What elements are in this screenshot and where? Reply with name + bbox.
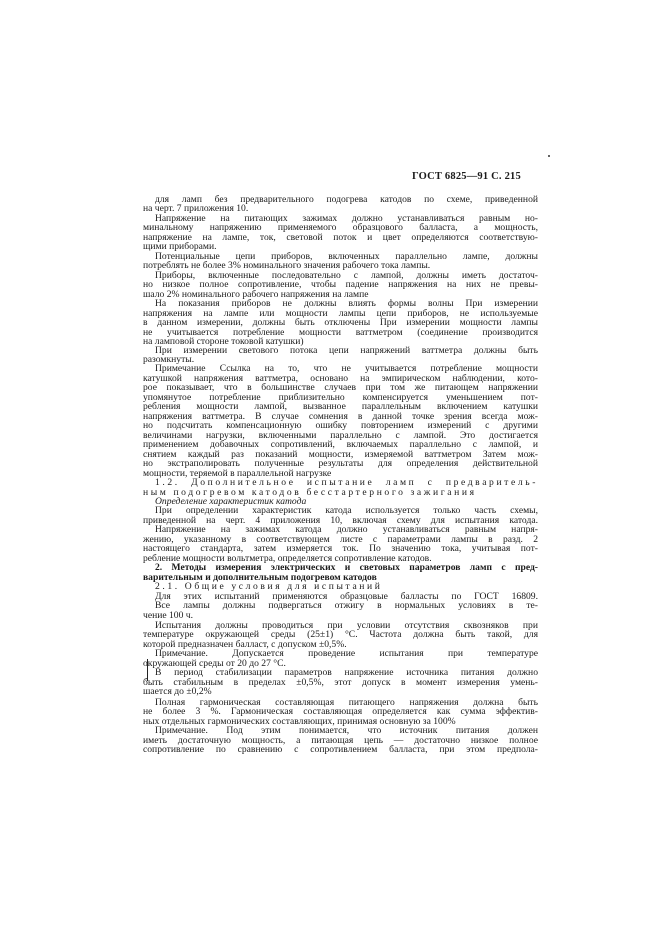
text-line: 2.1. Общие условия для испытаний [155,581,383,593]
text-line: для ламп без предварительного подогрева катодов по схеме, приведенной [155,194,538,205]
text-line: Все лампы должны подвергаться отжигу в нормальных условиях в те- [155,600,538,612]
text-line: потреблять не более 3% номинального значения рабочего тока лампы. [143,260,431,272]
text-line: на ламповой стороне токовой катушки) [143,335,304,347]
text-line: напряжения ваттметра. В случае сомнения в данной точке зрения всегда мож- [143,410,538,422]
text-line: рое показывает, что в большинстве случаев при том же питающем напряжении [143,382,538,394]
text-line: напряжение на лампе, ток, световой поток и цвет определяются соответствую- [143,231,538,243]
text-line: Испытания должны проводиться при условии отсутствия сквозняков при [155,619,538,631]
text-line: но экстраполировать полученные результаты для определения действительной [143,458,538,470]
text-line: но низкое полное сопротивление, чтобы падение напряжения на них не превы- [143,279,538,291]
text-line: шало 2% номинального рабочего напряжения на лампе [143,288,369,300]
text-line: ных отдельных гармонических составляющих, принимая основную за 100% [143,715,456,727]
text-line: величинами нагрузки, включенными параллельно с лампой. Это достигается [143,429,538,441]
text-line: ным подогревом катодов бесстартерного зажигания [143,486,477,498]
text-line: ребление мощности вольтметра, определяется сопротивление катодов. [143,552,432,564]
text-line: При определении характеристик катода используется только часть схемы, [155,505,538,517]
text-line: 2. Методы измерения электрических и световых параметров ламп с пред- [155,562,538,574]
text-line: в данном измерении, должны быть отключены При измерении мощности лампы [143,317,538,329]
text-line: Напряжение на питающих зажимах должно устанавливаться равным но- [155,212,538,224]
text-line: сопротивление по сравнению с сопротивлением балласта, при этом предпола- [143,744,538,755]
text-line: На показания приборов не должны влиять формы волны При измерении [155,298,538,310]
text-line: жению, указанному в соответствующем листе с параметрами лампы в разд. 2 [143,533,538,545]
scan-speck [548,155,550,157]
text-line: 1.2. Дополнительное испытание ламп с предваритель- [155,477,538,489]
text-line: ребления мощности лампой, вызванное параллельным включением катушки [143,401,538,413]
text-line: температуре окружающей среды (25±1) °С. Частота должна быть такой, для [143,629,538,641]
text-line: шается до ±0,2% [143,686,212,698]
text-line: варительным и дополнительным подогревом катодов [143,571,377,583]
text-line: напряжения на лампе или мощности лампы цепи приборов, не используемые [143,307,538,319]
text-line: приведенной на черт. 4 приложения 10, включая схему для испытания катода. [143,514,538,526]
text-line: не более 3 %. Гармоническая составляющая определяется как сумма эффектив- [143,706,538,718]
text-line: Определение характеристик катода [155,495,307,507]
text-line: настоящего стандарта, затем измеряется ток. По значению тока, учитывая пот- [143,543,538,555]
text-line: на черт. 7 приложения 10. [143,203,249,215]
text-line: катушкой напряжения ваттметра, основано на эмпирическом наблюдении, кото- [143,372,538,384]
text-line: снятием каждый раз показаний мощности, измеряемой ваттметром Затем мож- [143,448,538,460]
text-line: Напряжение на зажимах катода должно устанавливаться равным напря- [155,524,538,536]
text-line: окружающей среды от 20 до 27 °С. [143,657,286,669]
text-line: минальному напряжению применяемого образцового балласта, а мощность, [143,222,538,234]
text-line: Примечание Ссылка на то, что не учитывается потребление мощности [155,363,538,375]
page-header: ГОСТ 6825—91 С. 215 [412,171,521,182]
text-line: разомкнуты. [143,353,195,365]
text-line: Полная гармоническая составляющая питающего напряжения должна быть [155,696,538,708]
text-line: В период стабилизации параметров напряжение источника питания должно [155,667,538,679]
text-line: чение 100 ч. [143,609,194,621]
text-line: Для этих испытаний применяются образцовые балласты по ГОСТ 16809. [155,590,538,602]
text-line: Потенциальные цепи приборов, включенных параллельно лампе, должны [155,250,538,262]
text-line: иметь достаточную мощность, а питающая цепь — достаточно низкое полное [143,734,538,746]
text-line: но подсчитать компенсационную ошибку повторением измерений с другими [143,420,538,432]
text-line: щими приборами. [143,241,217,253]
text-line: Примечание. Допускается проведение испытания при температуре [155,648,538,660]
text-line: быть стабильным в пределах ±0,5%, этот допуск в момент измерения умень- [143,676,538,688]
text-line: мощности, теряемой в параллельной нагрузке [143,467,332,479]
text-line: При измерении светового потока цепи напряжений ваттметра должны быть [155,344,538,356]
text-line: упомянутое потребление приблизительно компенсируется уменьшением пот- [143,391,538,403]
text-line: Примечание. Под этим понимается, что источник питания должен [155,725,538,737]
text-line: не учитывается потребление мощности ваттметром (соединение производится [143,326,538,338]
text-line: Приборы, включенные последовательно с лампой, должны иметь достаточ- [155,269,538,281]
text-line: применением добавочных сопротивлений, включаемых параллельно с лампой, и [143,439,538,451]
text-line: которой предназначен балласт, с допуском ±0,5%. [143,638,347,650]
